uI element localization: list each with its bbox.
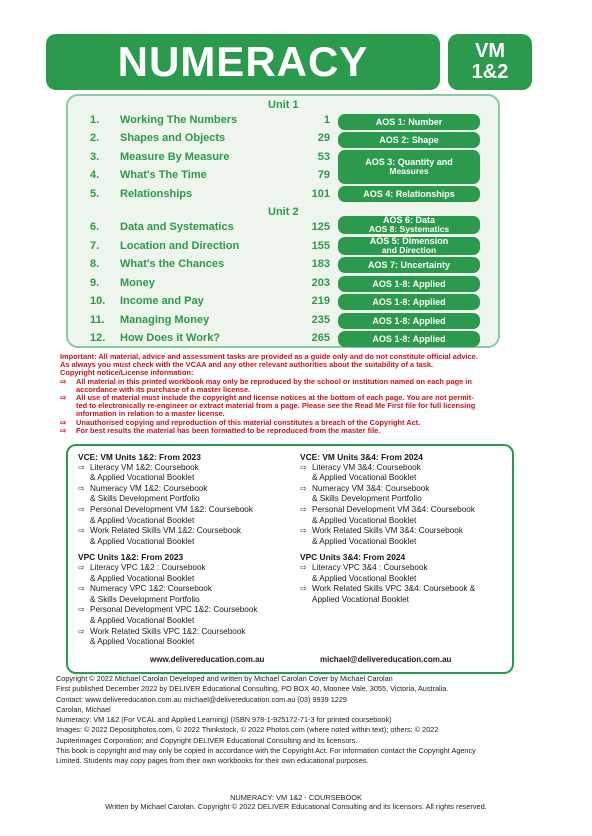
- aos-pill: [338, 132, 480, 148]
- notice-line: information in relation to a master license.: [76, 409, 225, 419]
- product-item-line: & Skills Development Portfolio: [312, 494, 422, 504]
- aos-pill-line-1: AOS 1-8: Applied: [372, 333, 446, 344]
- badge-line-2: 1&2: [471, 61, 509, 83]
- arrow-icon: ⇨: [78, 462, 85, 472]
- toc-row-page: 101: [311, 188, 330, 200]
- product-item-line: & Applied Vocational Booklet: [312, 536, 417, 546]
- aos-pill-text: [376, 118, 443, 127]
- aos-pill: [338, 294, 480, 310]
- aos-pill-line-1: AOS 1-8: Applied: [372, 315, 446, 326]
- email-link[interactable]: michael@delivereducation.com.au: [320, 655, 452, 665]
- toc-row-number: 3.: [90, 151, 100, 163]
- arrow-icon: ⇨: [78, 526, 85, 536]
- aos-pill-line-1: AOS 3: Quantity and: [365, 157, 453, 167]
- toc-row-title: What's the Chances: [120, 258, 225, 270]
- toc-row-title: Working The Numbers: [120, 114, 238, 126]
- product-item-line: & Applied Vocational Booklet: [90, 637, 195, 647]
- toc-row-number: 9.: [90, 277, 100, 289]
- footer-line-1: NUMERACY: VM 1&2 - COURSEBOOK: [230, 793, 362, 802]
- copyright-line: Copyright © 2022 Michael Carolan Developed and written by Michael Carolan Cover by Michael Carolan: [56, 674, 393, 683]
- aos-pill-line-1: AOS 4: Relationships: [363, 188, 455, 199]
- aos-pill-line-1: AOS 1-8: Applied: [372, 296, 446, 307]
- product-item-text: [312, 526, 463, 547]
- product-item-line: Work Related Skills VPC 1&2: Coursebook: [90, 626, 246, 636]
- aos-pill: [338, 313, 480, 329]
- toc-row-title: Data and Systematics: [120, 221, 234, 233]
- toc-row[interactable]: [90, 114, 330, 128]
- toc-row[interactable]: [90, 258, 330, 272]
- aos-pill: [338, 257, 480, 273]
- aos-pill-line-1: AOS 1-8: Applied: [372, 278, 446, 289]
- copyright-line: Contact: www.delivereducation.com.au michael@delivereducation.com.au (03) 9939 1229: [56, 694, 347, 704]
- badge-line-1: VM: [475, 40, 505, 62]
- notice-bullet: [60, 378, 520, 394]
- product-item-line: & Skills Development Portfolio: [90, 494, 200, 504]
- arrow-icon: ⇨: [300, 526, 307, 536]
- toc-row-number: 11.: [90, 314, 105, 326]
- arrow-icon: ⇨: [60, 417, 67, 427]
- product-item-line: Personal Development VM 1&2: Coursebook: [90, 504, 253, 514]
- toc-row-title: Location and Direction: [120, 240, 240, 252]
- product-item-line: & Applied Vocational Booklet: [312, 515, 417, 525]
- aos-pill-text: [368, 261, 450, 270]
- toc-row-title: Measure By Measure: [120, 151, 230, 163]
- toc-row[interactable]: [90, 332, 330, 346]
- copyright-line: Limited. Students may copy pages from their own workbooks for their own educational purposes.: [56, 756, 369, 766]
- product-item: [78, 627, 288, 648]
- product-item-line: Numeracy VPC 1&2: Coursebook: [90, 584, 212, 594]
- product-item: [78, 484, 288, 505]
- aos-pill-text: [379, 136, 439, 145]
- aos-pill: [338, 114, 480, 130]
- aos-pill-text: [369, 216, 449, 234]
- product-item-line: & Applied Vocational Booklet: [90, 615, 195, 625]
- product-item-line: & Applied Vocational Booklet: [90, 573, 195, 583]
- arrow-icon: ⇨: [300, 584, 307, 594]
- arrow-icon: ⇨: [60, 393, 67, 403]
- product-group-heading: VPC Units 3&4: From 2024: [300, 552, 406, 563]
- product-column-right: [300, 452, 510, 605]
- toc-row[interactable]: [90, 132, 330, 146]
- aos-pill-line-1: AOS 2: Shape: [379, 134, 439, 145]
- unit-1-heading: Unit 1: [268, 99, 299, 111]
- copyright-block: [56, 674, 536, 767]
- copyright-line: Jupiterimages Corporation; and Copyright DELIVER Educational Consulting and its licensors.: [56, 735, 358, 745]
- product-item: [300, 563, 510, 584]
- notice-line: For best results the material has been formatted to be reproduced from the master file.: [76, 425, 381, 435]
- title-banner: NUMERACY: [46, 34, 440, 90]
- arrow-icon: ⇨: [78, 584, 85, 594]
- aos-pill-line-2: AOS 8: Systematics: [368, 224, 450, 234]
- aos-pill-line-1: AOS 1: Number: [375, 116, 443, 127]
- toc-row-number: 5.: [90, 188, 100, 200]
- product-group: [300, 452, 510, 547]
- product-item: [300, 505, 510, 526]
- product-item: [300, 526, 510, 547]
- copyright-line: First published December 2022 by DELIVER Educational Consulting, PO BOX 40, Moonee Vale, 3055, Victoria, Australia.: [56, 684, 449, 694]
- toc-row[interactable]: [90, 314, 330, 328]
- product-item-line: & Applied Vocational Booklet: [312, 573, 417, 583]
- aos-pill: [338, 237, 480, 255]
- arrow-icon: ⇨: [78, 605, 85, 615]
- product-item: [300, 584, 510, 605]
- important-notice-1: Important: All material, advice and assessment tasks are provided as a guide only and do not constitute official advice.: [60, 352, 478, 361]
- product-item-text: [312, 463, 421, 484]
- important-notice-2: As always you must check with the VCAA and any other relevant authorities about the suitability of a task.: [60, 360, 434, 370]
- website-link[interactable]: www.delivereducation.com.au: [150, 655, 265, 665]
- notice-bullet: [60, 427, 520, 435]
- product-item-text: [312, 505, 475, 526]
- product-item: [300, 484, 510, 505]
- toc-row[interactable]: [90, 188, 330, 202]
- table-of-contents: [66, 94, 500, 348]
- aos-pill-line-1: AOS 5: Dimension: [369, 236, 449, 246]
- product-item-line: Work Related Skills VM 1&2: Coursebook: [90, 526, 241, 536]
- product-group: [300, 552, 510, 605]
- toc-row-page: 1: [323, 114, 330, 126]
- product-item: [78, 505, 288, 526]
- level-badge: [448, 34, 532, 90]
- toc-row-number: 8.: [90, 258, 100, 270]
- product-item-text: [312, 584, 475, 605]
- toc-row-title: Shapes and Objects: [120, 132, 226, 144]
- product-item: [78, 563, 288, 584]
- toc-row[interactable]: [90, 169, 330, 183]
- toc-row-number: 2.: [90, 132, 100, 144]
- toc-row-title: Money: [120, 277, 155, 289]
- toc-row-page: 79: [317, 169, 330, 181]
- toc-row-page: 53: [317, 151, 330, 163]
- product-item-line: Literacy VM 3&4: Coursebook: [312, 462, 421, 472]
- product-item-text: [90, 484, 207, 505]
- toc-row-title: How Does it Work?: [120, 332, 221, 344]
- aos-pill-line-1: AOS 6: Data: [382, 215, 435, 225]
- product-item-line: Numeracy VM 1&2: Coursebook: [90, 483, 208, 493]
- product-item-line: & Applied Vocational Booklet: [90, 473, 195, 483]
- aos-pill: [338, 150, 480, 184]
- unit-2-heading: Unit 2: [268, 206, 299, 218]
- product-item-line: Numeracy VM 3&4: Coursebook: [312, 483, 430, 493]
- product-group-heading: VCE: VM Units 1&2: From 2023: [78, 452, 201, 462]
- notice-line: All use of material must include the copyright and license notices at the bottom of each page. You are not permit-: [76, 393, 474, 403]
- toc-row-number: 4.: [90, 169, 100, 181]
- notice-line: Unauthorised copying and reproduction of this material constitutes a breach of the Copyright Act.: [76, 417, 421, 427]
- product-item-text: [90, 605, 257, 626]
- arrow-icon: ⇨: [78, 504, 85, 514]
- toc-row-title: Relationships: [120, 188, 193, 200]
- product-group-heading: VCE: VM Units 3&4: From 2024: [300, 452, 423, 462]
- toc-row-number: 6.: [90, 221, 100, 233]
- toc-row-title: Managing Money: [120, 314, 210, 326]
- product-item: [78, 463, 288, 484]
- notices: [60, 353, 520, 435]
- product-item: [78, 526, 288, 547]
- arrow-icon: ⇨: [300, 504, 307, 514]
- toc-row-number: 7.: [90, 240, 100, 252]
- aos-pill-text: [372, 298, 445, 307]
- aos-pill-text: [365, 158, 453, 176]
- product-item-line: Work Related Skills VM 3&4: Coursebook: [312, 526, 463, 536]
- toc-row[interactable]: [90, 240, 330, 254]
- license-heading: Copyright notice/License information:: [60, 368, 194, 378]
- toc-row-number: 1.: [90, 114, 100, 126]
- toc-row-page: 265: [311, 332, 330, 344]
- arrow-icon: ⇨: [78, 626, 85, 636]
- notice-bullet: [60, 394, 520, 419]
- arrow-icon: ⇨: [60, 425, 67, 435]
- product-item-line: & Applied Vocational Booklet: [312, 473, 417, 483]
- product-item-text: [90, 563, 206, 584]
- product-item-text: [90, 627, 245, 648]
- product-column-left: [78, 452, 288, 648]
- toc-row[interactable]: [90, 151, 330, 165]
- notice-line: accordance with its purchase of a master license.: [76, 384, 251, 394]
- footer-line-2: Written by Michael Carolan. Copyright © 2022 DELIVER Educational Consulting and its licensors. All rights reserved.: [105, 802, 487, 811]
- aos-pill: [338, 276, 480, 292]
- product-item-text: [312, 563, 428, 584]
- toc-row-page: 183: [311, 258, 330, 270]
- toc-row-number: 12.: [90, 332, 106, 344]
- product-item-line: & Applied Vocational Booklet: [90, 536, 195, 546]
- product-item-text: [90, 463, 199, 484]
- aos-pill: [338, 331, 480, 347]
- product-group: [78, 452, 288, 547]
- product-item-line: Applied Vocational Booklet: [312, 594, 409, 604]
- product-item-line: Literacy VPC 1&2 : Coursebook: [90, 562, 206, 572]
- toc-row[interactable]: [90, 277, 330, 291]
- toc-row-page: 219: [311, 295, 330, 307]
- product-group-heading: VPC Units 1&2: From 2023: [78, 552, 184, 563]
- toc-row-page: 29: [317, 132, 330, 144]
- product-item-line: Personal Development VM 3&4: Coursebook: [312, 504, 475, 514]
- copyright-line: This book is copyright and may only be copied in accordance with the Copyright Act. For information contact the Copyright Agency: [56, 746, 476, 756]
- notice-line: All material in this printed workbook may only be reproduced by the school or institution named on each page in: [76, 376, 472, 386]
- product-item: [300, 463, 510, 484]
- arrow-icon: ⇨: [78, 483, 85, 493]
- product-item-line: Literacy VM 1&2: Coursebook: [90, 462, 199, 472]
- toc-row-number: 10.: [90, 295, 106, 307]
- aos-pill-line-1: AOS 7: Uncertainty: [367, 259, 451, 270]
- notice-bullet-text: [76, 427, 380, 435]
- product-item-line: Literacy VPC 3&4 : Coursebook: [312, 562, 428, 572]
- toc-row-page: 155: [311, 240, 330, 252]
- product-item-text: [90, 584, 212, 605]
- notice-bullet-text: [76, 378, 472, 394]
- product-item-text: [90, 526, 241, 547]
- notice-bullet-text: [76, 394, 475, 419]
- product-item-line: & Applied Vocational Booklet: [90, 515, 195, 525]
- aos-pill-text: [370, 237, 449, 255]
- aos-pill-text: [372, 280, 445, 289]
- toc-row-title: What's The Time: [120, 169, 207, 181]
- product-item-line: Work Related Skills VPC 3&4: Coursebook &: [312, 584, 476, 594]
- product-item-line: Personal Development VPC 1&2: Coursebook: [90, 605, 258, 615]
- product-item-line: & Skills Development Portfolio: [90, 594, 200, 604]
- aos-pill: [338, 216, 480, 234]
- arrow-icon: ⇨: [300, 462, 307, 472]
- aos-pill-text: [372, 335, 445, 344]
- product-list: [66, 444, 514, 674]
- toc-row-page: 125: [311, 221, 330, 233]
- toc-row-title: Income and Pay: [120, 295, 204, 307]
- product-item: [78, 584, 288, 605]
- toc-row[interactable]: [90, 221, 330, 235]
- aos-pill: [338, 186, 480, 202]
- aos-pill-text: [363, 190, 455, 199]
- notice-line: ted to electronically re-engineer or extract material from a page. Please see the Read Me First file for full licensing: [76, 401, 476, 411]
- copyright-line: Carolan, Michael: [56, 704, 111, 714]
- aos-pill-text: [372, 317, 445, 326]
- arrow-icon: ⇨: [300, 562, 307, 572]
- copyright-line: Images: © 2022 Depositphotos.com, © 2022 Thinkstock, © 2022 Photos.com (where noted within text); others: © 2022: [56, 725, 439, 735]
- product-item: [78, 605, 288, 626]
- page-footer: [0, 793, 592, 811]
- aos-pill-line-2: and Direction: [381, 245, 437, 255]
- toc-row[interactable]: [90, 295, 330, 309]
- arrow-icon: ⇨: [78, 562, 85, 572]
- product-group: [78, 552, 288, 647]
- arrow-icon: ⇨: [60, 376, 67, 386]
- copyright-line: Numeracy: VM 1&2 (For VCAL and Applied Learning) (ISBN 978-1-925172-71-3 for printed coursebook): [56, 715, 392, 725]
- product-item-text: [312, 484, 429, 505]
- arrow-icon: ⇨: [300, 483, 307, 493]
- aos-pill-line-2: Measures: [389, 166, 429, 176]
- product-item-text: [90, 505, 253, 526]
- toc-row-page: 203: [311, 277, 330, 289]
- toc-row-page: 235: [311, 314, 330, 326]
